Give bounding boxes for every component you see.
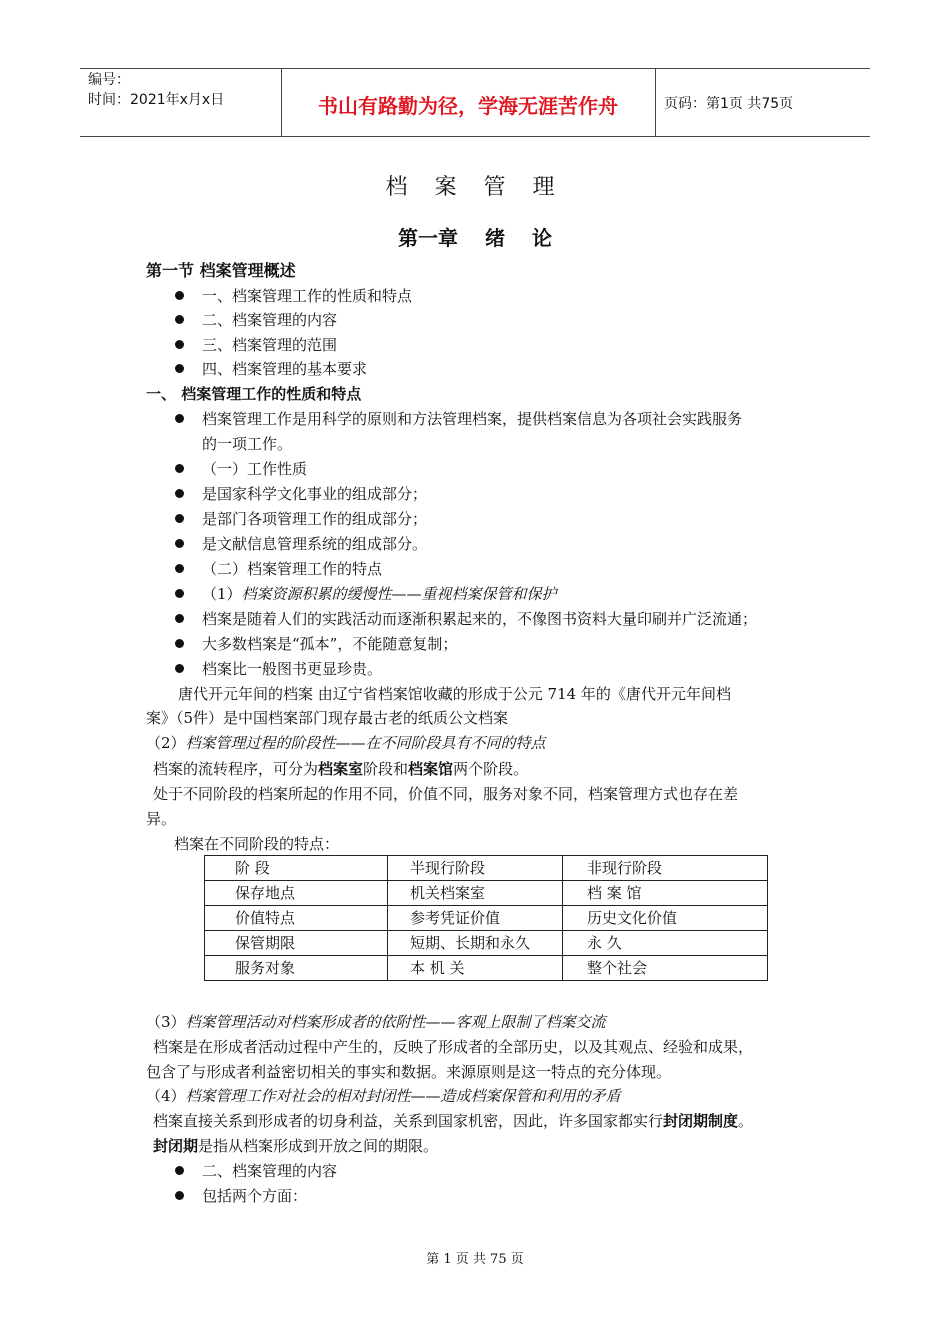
- feature-1-item: 档案比一般图书更显珍贵。: [202, 660, 383, 678]
- table-cell: 保存地点: [205, 881, 388, 906]
- closure-term: 封闭期制度: [663, 1112, 739, 1130]
- bullet-icon: [175, 291, 184, 300]
- table-cell: 本 机 关: [388, 956, 563, 981]
- closure-period-term: 封闭期: [153, 1137, 199, 1155]
- bullet-icon: [175, 315, 184, 324]
- table-row: [205, 856, 768, 881]
- table-cell: 服务对象: [205, 956, 388, 981]
- work-nature-heading: （一）工作性质: [202, 460, 308, 478]
- bullet-icon: [175, 614, 184, 623]
- header-bottom-rule: [80, 136, 870, 137]
- feature-4-number: （4）: [146, 1087, 186, 1105]
- nature-item: 是文献信息管理系统的组成部分。: [202, 535, 428, 553]
- table-row: [205, 906, 768, 931]
- section-heading: 第一节 档案管理概述: [146, 261, 296, 280]
- bullet-icon: [175, 340, 184, 349]
- feature-1-text: 档案资源积累的缓慢性——重视档案保管和保护: [241, 585, 557, 603]
- closure-definition: [153, 1134, 438, 1158]
- header-page-info: 页码：第1页 共75页: [664, 96, 794, 112]
- feature-3-text: 档案管理活动对档案形成者的依附性——客观上限制了档案交流: [185, 1013, 606, 1031]
- tang-archive-line: 唐代开元年间的档案 由辽宁省档案馆收藏的形成于公元 714 年的《唐代开元年间档: [178, 685, 731, 703]
- feature-3-number: （3）: [146, 1013, 186, 1031]
- outline-item: 二、档案管理的内容: [202, 311, 338, 329]
- page-footer: 第 1 页 共 75 页: [426, 1252, 524, 1267]
- feature-1: [202, 582, 557, 606]
- table-cell: 整个社会: [563, 956, 768, 981]
- header-left-cell: [88, 70, 224, 110]
- bullet-icon: [175, 414, 184, 423]
- stages-diff-line: 处于不同阶段的档案所起的作用不同，价值不同，服务对象不同，档案管理方式也存在差: [153, 785, 739, 803]
- feature-2: [146, 731, 546, 755]
- table-cell: 保管期限: [205, 931, 388, 956]
- feature-2-number: （2）: [146, 734, 186, 752]
- header-motto: 书山有路勤为径，学海无涯苦作舟: [318, 94, 618, 118]
- feature-4-paragraph: [153, 1109, 753, 1133]
- outline-item: 三、档案管理的范围: [202, 336, 338, 354]
- table-cell: 非现行阶段: [563, 856, 768, 881]
- bullet-icon: [175, 589, 184, 598]
- bullet-icon: [175, 1166, 184, 1175]
- stages-diff-line: 异。: [146, 810, 177, 828]
- table-cell: 档 案 馆: [563, 881, 768, 906]
- feature-4: [146, 1084, 621, 1108]
- stages-term-hall: 档案馆: [408, 760, 454, 778]
- nature-item: 是国家科学文化事业的组成部分；: [202, 485, 428, 503]
- header-top-rule: [80, 68, 870, 69]
- bullet-icon: [175, 489, 184, 498]
- bullet-icon: [175, 1191, 184, 1200]
- feature-4-text: 档案管理工作对社会的相对封闭性——造成档案保管和利用的矛盾: [185, 1087, 621, 1105]
- table-cell: 参考凭证价值: [388, 906, 563, 931]
- table-caption: 档案在不同阶段的特点：: [174, 835, 340, 853]
- bullet-icon: [175, 464, 184, 473]
- stages-term-room: 档案室: [318, 760, 364, 778]
- closure-definition-text: 是指从档案形成到开放之间的期限。: [198, 1137, 439, 1155]
- time-label: 时间：2021年x月x日: [88, 92, 225, 108]
- subsection-heading: 一、 档案管理工作的性质和特点: [146, 385, 362, 403]
- table-cell: 价值特点: [205, 906, 388, 931]
- table-cell: 机关档案室: [388, 881, 563, 906]
- stage-features-table: [204, 855, 768, 981]
- nature-item: 是部门各项管理工作的组成部分；: [202, 510, 428, 528]
- bullet-icon: [175, 539, 184, 548]
- chapter-title: 第一章 绪 论: [398, 226, 552, 250]
- table-cell: 短期、长期和永久: [388, 931, 563, 956]
- bullet-icon: [175, 364, 184, 373]
- stages-text: 档案的流转程序，可分为: [153, 760, 319, 778]
- outline-item: 四、档案管理的基本要求: [202, 360, 368, 378]
- tang-archive-line: 案》（5件）是中国档案部门现存最古老的纸质公文档案: [146, 709, 509, 727]
- document-title: 档 案 管 理: [385, 175, 565, 200]
- feature-3-paragraph: 档案是在形成者活动过程中产生的，反映了形成者的全部历史，以及其观点、经验和成果，: [153, 1038, 754, 1056]
- bullet-icon: [175, 564, 184, 573]
- header-divider-2: [655, 68, 656, 136]
- table-cell: 阶 段: [205, 856, 388, 881]
- table-cell: 半现行阶段: [388, 856, 563, 881]
- feature-1-item: 大多数档案是“孤本”，不能随意复制；: [202, 635, 458, 653]
- stages-paragraph: [153, 757, 528, 781]
- stages-text: 阶段和: [363, 760, 409, 778]
- table-row: [205, 881, 768, 906]
- closure-text: 。: [738, 1112, 754, 1130]
- feature-3-paragraph: 包含了与形成者利益密切相关的事实和数据。来源原则是这一特点的充分体现。: [146, 1063, 672, 1081]
- bullet-icon: [175, 639, 184, 648]
- definition-line: 档案管理工作是用科学的原则和方法管理档案，提供档案信息为各项社会实践服务: [202, 410, 743, 428]
- outline-item: 一、档案管理工作的性质和特点: [202, 287, 413, 305]
- table-row: [205, 931, 768, 956]
- number-label: 编号：: [88, 72, 130, 88]
- features-heading: （二）档案管理工作的特点: [202, 560, 383, 578]
- table-cell: 永 久: [563, 931, 768, 956]
- feature-1-item: 档案是随着人们的实践活动而逐渐积累起来的，不像图书资料大量印刷并广泛流通；: [202, 610, 758, 628]
- bullet-icon: [175, 664, 184, 673]
- definition-line: 的一项工作。: [202, 435, 293, 453]
- bullet-icon: [175, 514, 184, 523]
- closure-text: 档案直接关系到形成者的切身利益，关系到国家机密，因此，许多国家都实行: [153, 1112, 664, 1130]
- table-row: [205, 956, 768, 981]
- feature-1-number: （1）: [202, 585, 242, 603]
- feature-3: [146, 1010, 606, 1034]
- content-subline: 包括两个方面：: [202, 1187, 308, 1205]
- content-heading: 二、档案管理的内容: [202, 1162, 338, 1180]
- stages-text: 两个阶段。: [453, 760, 529, 778]
- feature-2-text: 档案管理过程的阶段性——在不同阶段具有不同的特点: [185, 734, 546, 752]
- table-cell: 历史文化价值: [563, 906, 768, 931]
